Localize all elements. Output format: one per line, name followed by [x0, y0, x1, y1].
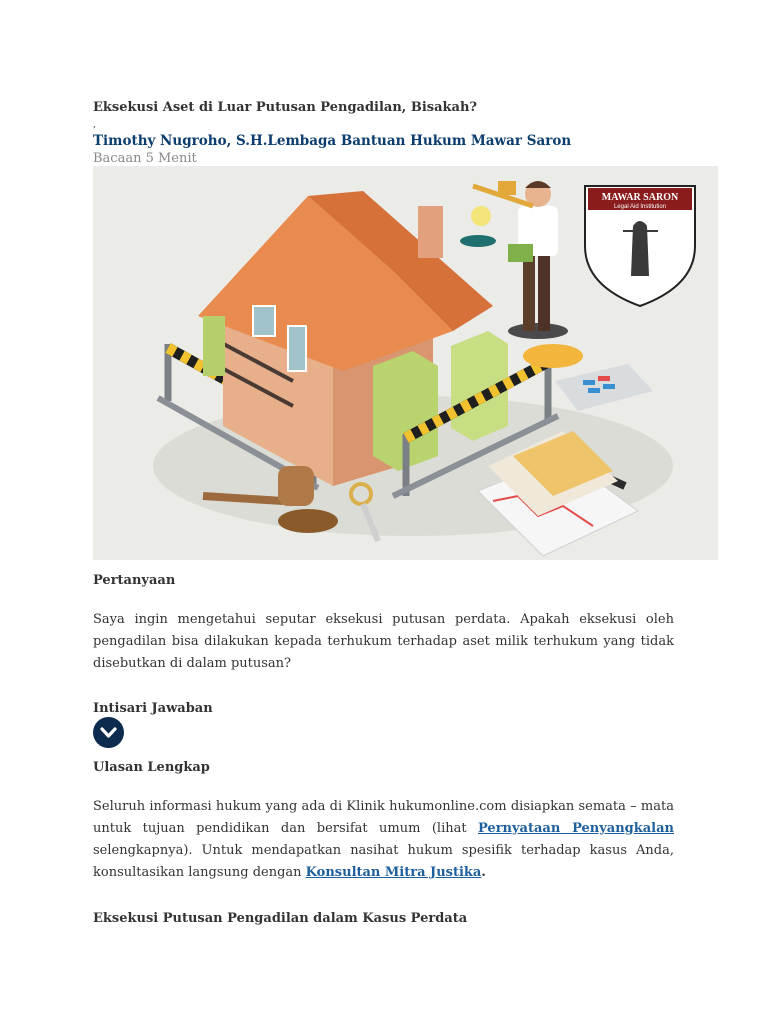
- calculator: [555, 364, 653, 411]
- summary-heading: Intisari Jawaban: [93, 701, 213, 716]
- question-heading: Pertanyaan: [93, 573, 176, 588]
- chevron-down-icon: [93, 717, 124, 748]
- mitra-justika-link[interactable]: Konsultan Mitra Justika: [305, 865, 482, 880]
- logo-subtitle: Legal Aid Institution: [613, 204, 667, 210]
- summary-toggle-button[interactable]: [93, 717, 124, 748]
- review-text-part-2: selengkapnya). Untuk mendapatkan nasihat hukum spesifik terhadap kasus Anda, konsultasikan langsung dengan: [93, 843, 674, 880]
- logo-title: MAWAR SARON: [601, 192, 679, 203]
- review-text-part-1: Seluruh informasi hukum yang ada di Klinik hukumonline.com disiapkan semata – mata untuk tujuan pendidikan dan bersifat umum (lihat: [93, 799, 674, 836]
- disclaimer-link[interactable]: Pernyataan Penyangkalan: [478, 821, 674, 836]
- article-title: Eksekusi Aset di Luar Putusan Pengadilan, Bisakah?: [93, 100, 478, 115]
- coin-stack: [523, 344, 583, 368]
- hero-illustration: [93, 166, 718, 560]
- review-heading: Ulasan Lengkap: [93, 760, 210, 775]
- separator-mark: ,: [93, 120, 96, 130]
- hero-svg: [93, 166, 718, 560]
- question-text: Saya ingin mengetahui seputar eksekusi putusan perdata. Apakah eksekusi oleh pengadilan bisa dilakukan kepada terhukum terhadap aset milik terhukum yang tidak disebutkan di dalam putusan?: [93, 612, 674, 671]
- mawar-saron-logo: [585, 186, 695, 306]
- read-time: Bacaan 5 Menit: [93, 151, 197, 166]
- author-link[interactable]: Timothy Nugroho, S.H.Lembaga Bantuan Hukum Mawar Saron: [93, 133, 572, 149]
- subheading-eksekusi: Eksekusi Putusan Pengadilan dalam Kasus Perdata: [93, 911, 468, 926]
- review-text: [93, 796, 674, 884]
- review-text-part-3: .: [481, 865, 486, 880]
